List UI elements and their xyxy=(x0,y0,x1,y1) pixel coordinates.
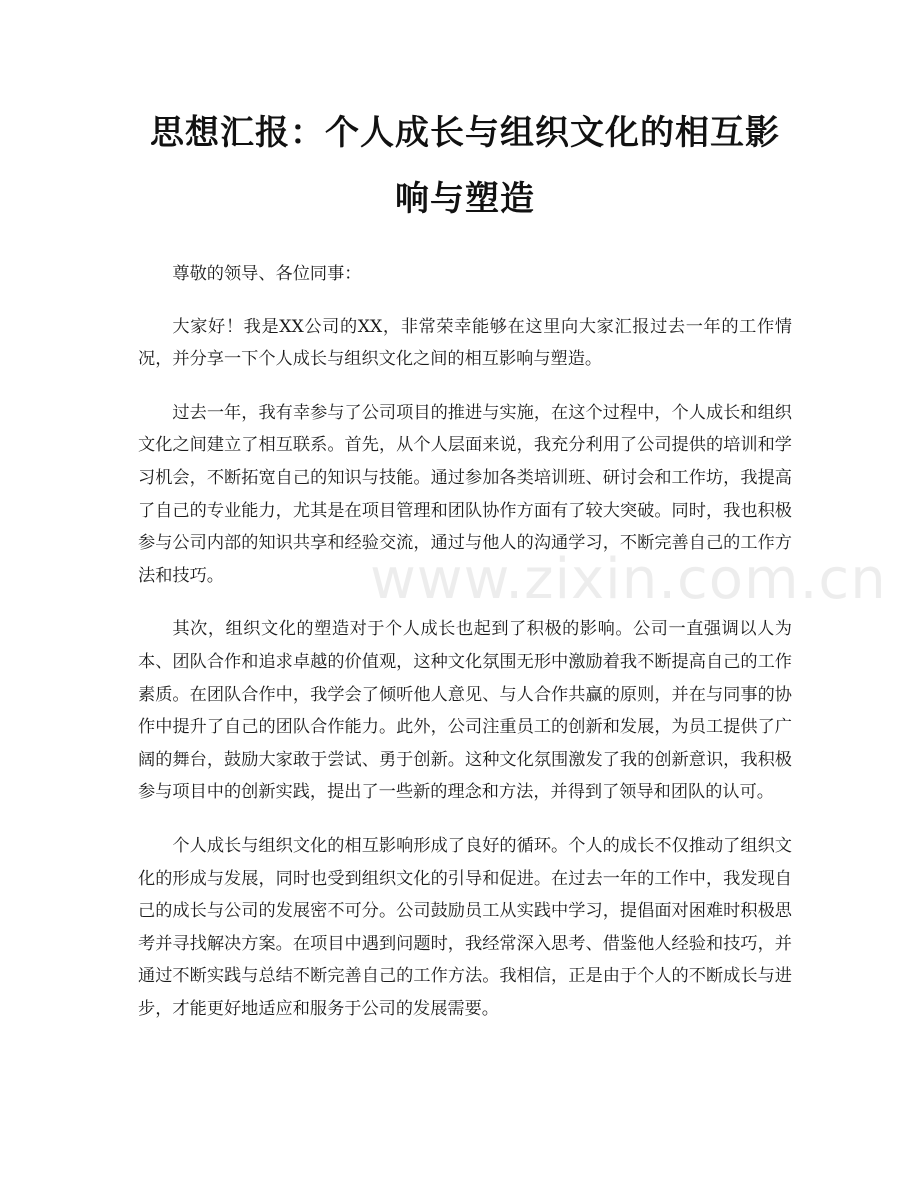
paragraph-personal-growth: 过去一年，我有幸参与了公司项目的推进与实施，在这个过程中，个人成长和组织文化之间建立了相互联系。首先，从个人层面来说，我充分利用了公司提供的培训和学习机会，不断拓宽自己的知识与技能。通过参加各类培训班、研讨会和工作坊，我提高了自己的专业能力，尤其是在项目管理和团队协作方面有了较大突破。同时，我也积极参与公司内部的知识共享和经验交流，通过与他人的沟通学习，不断完善自己的工作方法和技巧。 xyxy=(138,402,792,586)
document-title: 思想汇报：个人成长与组织文化的相互影响与塑造 xyxy=(150,113,780,219)
salutation: 尊敬的领导、各位同事： xyxy=(172,264,362,284)
paragraph-organizational-culture: 其次，组织文化的塑造对于个人成长也起到了积极的影响。公司一直强调以人为本、团队合作和追求卓越的价值观，这种文化氛围无形中激励着我不断提高自己的工作素质。在团队合作中，我学会了倾听他人意见、与人合作共赢的原则，并在与同事的协作中提升了自己的团队合作能力。此外，公司注重员工的创新和发展，为员工提供了广阔的舞台，鼓励大家敢于尝试、勇于创新。这种文化氛围激发了我的创新意识，我积极参与项目中的创新实践，提出了一些新的理念和方法，并得到了领导和团队的认可。 xyxy=(138,619,792,803)
paragraph-greeting: 大家好！我是XX公司的XX，非常荣幸能够在这里向大家汇报过去一年的工作情况，并分享一下个人成长与组织文化之间的相互影响与塑造。 xyxy=(138,316,792,370)
paragraph-mutual-influence: 个人成长与组织文化的相互影响形成了良好的循环。个人的成长不仅推动了组织文化的形成与发展，同时也受到组织文化的引导和促进。在过去一年的工作中，我发现自己的成长与公司的发展密不可分。公司鼓励员工从实践中学习，提倡面对困难时积极思考并寻找解决方案。在项目中遇到问题时，我经常深入思考、借鉴他人经验和技巧，并通过不断实践与总结不断完善自己的工作方法。我相信，正是由于个人的不断成长与进步，才能更好地适应和服务于公司的发展需要。 xyxy=(138,835,792,1019)
watermark-text: www.zixin.com.cn xyxy=(370,547,887,612)
